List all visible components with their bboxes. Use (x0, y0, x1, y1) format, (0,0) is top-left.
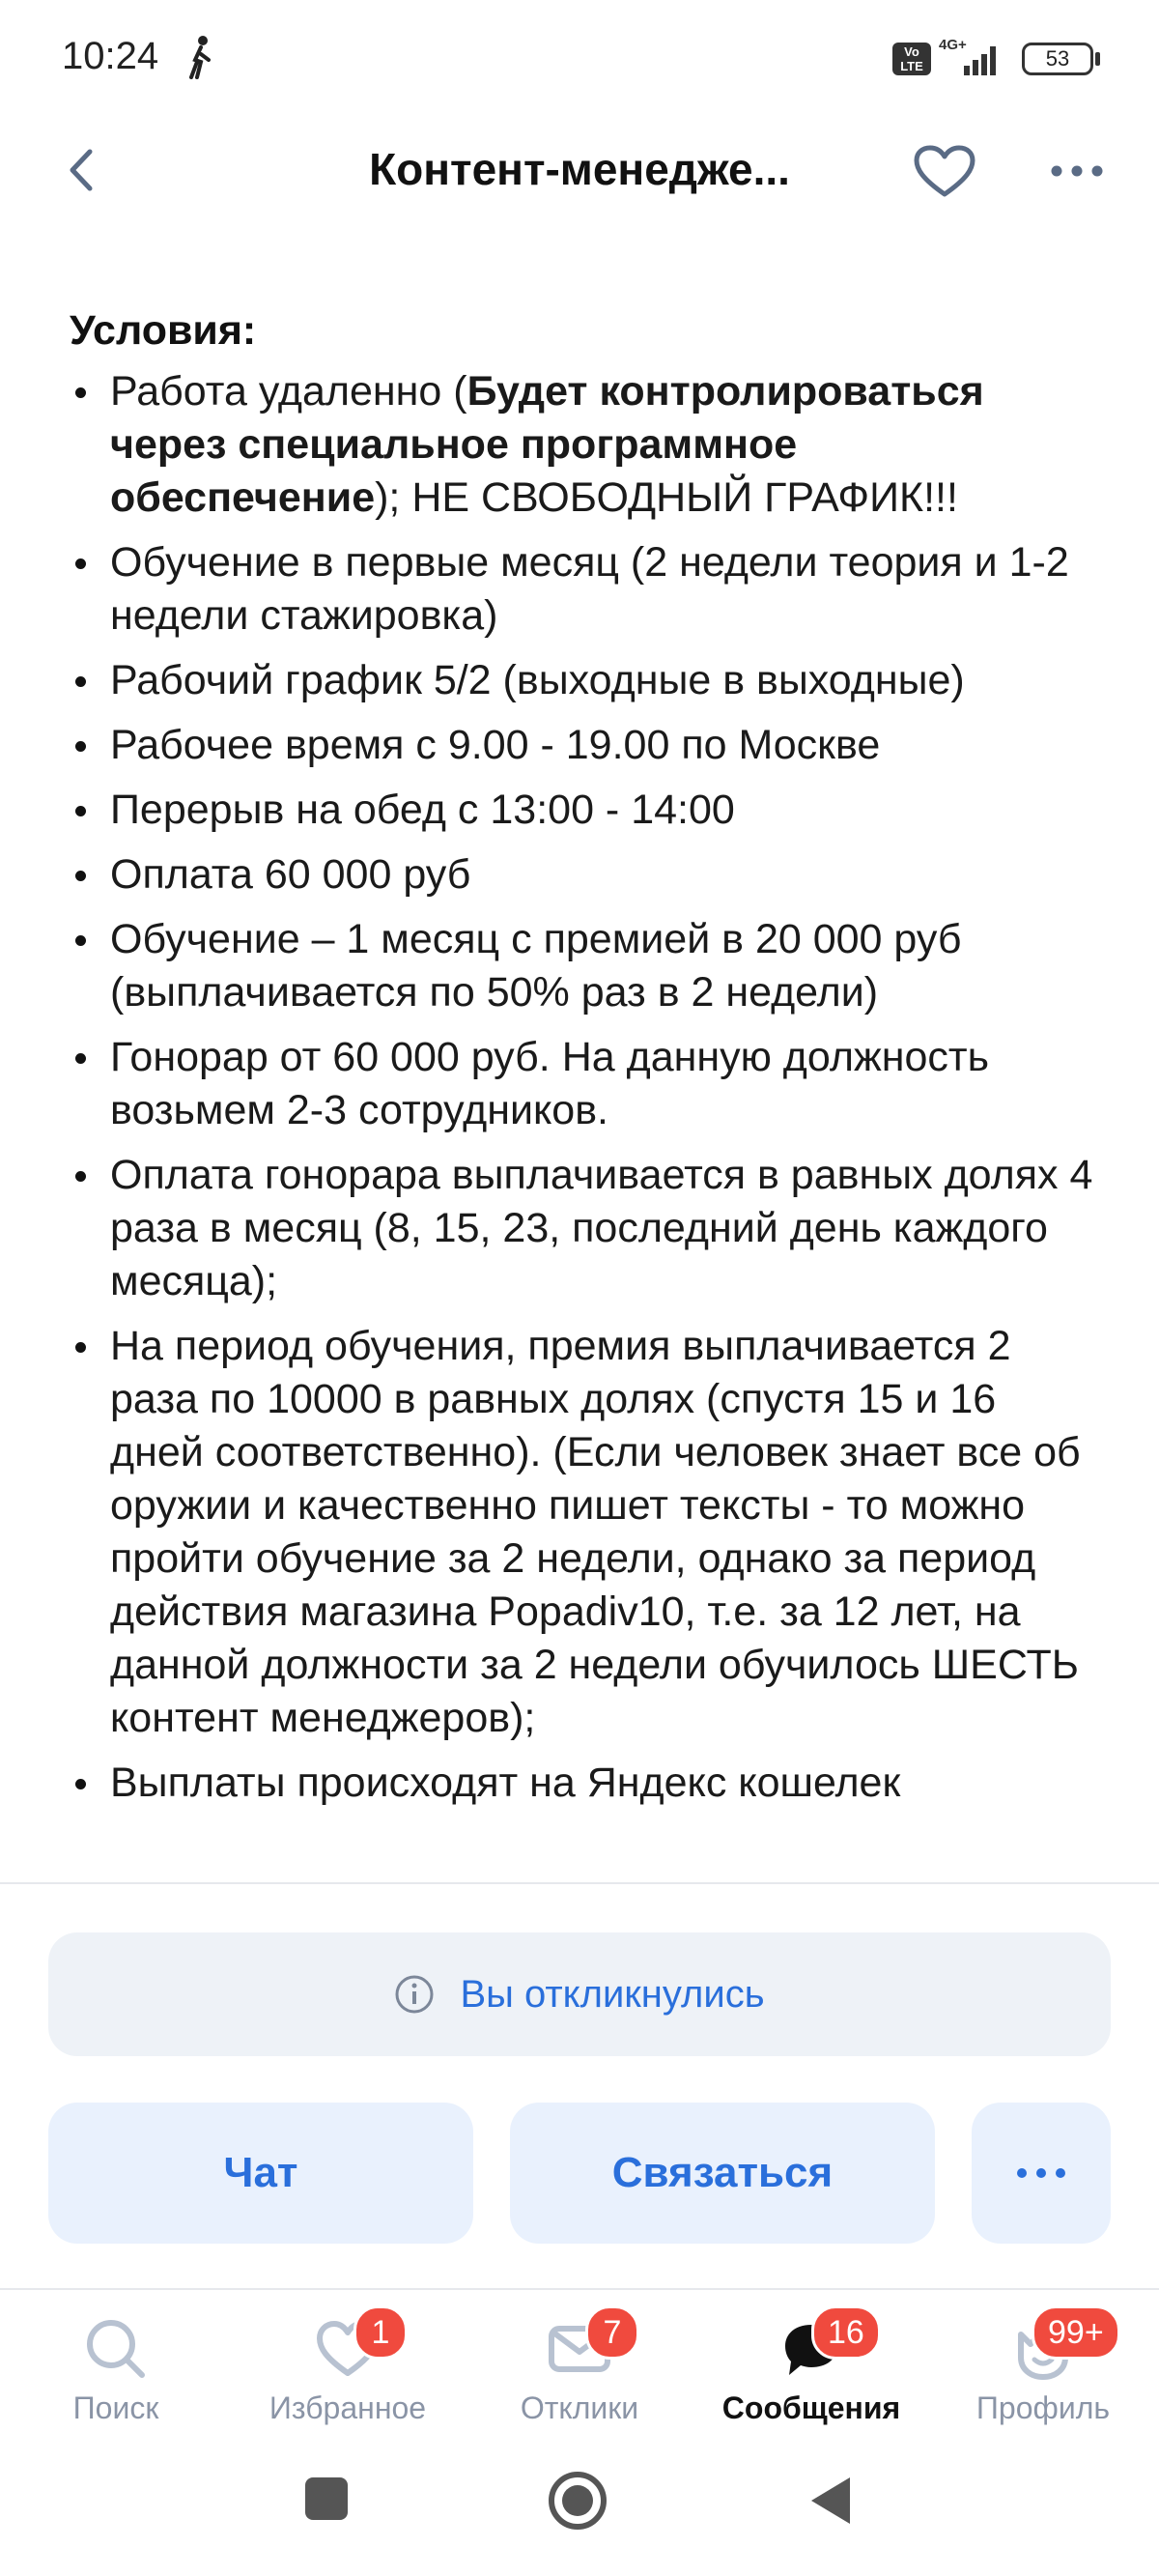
chevron-left-icon (65, 146, 98, 194)
header (0, 116, 1159, 222)
condition-item (70, 1757, 1093, 1810)
condition-item (70, 848, 1093, 902)
signal-icon (937, 37, 1004, 77)
back-nav-button[interactable] (807, 2474, 854, 2528)
chat-button[interactable]: Чат (48, 2103, 473, 2244)
tab-label: Отклики (520, 2390, 639, 2425)
more-horizontal-icon (1016, 2167, 1066, 2179)
walking-icon (184, 35, 218, 79)
condition-item (70, 1320, 1093, 1745)
tab-search[interactable] (0, 2290, 232, 2435)
more-actions-button[interactable] (972, 2103, 1111, 2244)
more-horizontal-icon (1050, 164, 1104, 178)
tab-label: Профиль (975, 2390, 1111, 2425)
volte-icon: Vo LTE (892, 43, 931, 75)
tab-responses[interactable] (464, 2290, 695, 2435)
conditions-list (70, 365, 1093, 1821)
page-title: Контент-менедже... (369, 144, 790, 194)
condition-text: Рабочее время с 9.00 - 19.00 по Москве (110, 722, 881, 768)
status-bar (0, 0, 1159, 116)
battery-icon: 53 (1022, 43, 1093, 75)
condition-text: ); НЕ СВОБОДНЫЙ ГРАФИК!!! (375, 474, 958, 521)
network-type: 4G+ (939, 37, 967, 53)
condition-text: Обучение в первые месяц (2 недели теория и 1-2 недели стажировка) (110, 539, 1069, 639)
badge-count: 1 (353, 2305, 408, 2360)
response-status-banner (48, 1932, 1111, 2056)
condition-item (70, 1031, 1093, 1137)
tab-label: Поиск (72, 2390, 159, 2425)
condition-item (70, 365, 1093, 525)
badge-count: 7 (585, 2305, 639, 2360)
tab-label: Сообщения (721, 2390, 901, 2425)
home-button[interactable] (547, 2470, 608, 2532)
condition-item (70, 784, 1093, 837)
condition-item (70, 536, 1093, 643)
tab-favorites[interactable] (232, 2290, 464, 2435)
recent-apps-button[interactable] (305, 2477, 348, 2520)
condition-text: Гонорар от 60 000 руб. На данную должность возьмем 2-3 сотрудников. (110, 1034, 989, 1133)
favorite-button[interactable] (908, 137, 981, 205)
system-navigation-bar (0, 2433, 1159, 2576)
contact-button[interactable]: Связаться (510, 2103, 935, 2244)
vacancy-content[interactable] (0, 290, 1159, 1882)
search-icon (82, 2315, 150, 2383)
condition-text-bold: Будет контролироваться через специальное программное обеспечение (110, 368, 984, 521)
condition-text: Оплата 60 000 руб (110, 851, 471, 898)
condition-text: Рабочий график 5/2 (выходные в выходные) (110, 657, 965, 703)
back-button[interactable] (52, 141, 110, 199)
condition-item (70, 913, 1093, 1019)
conditions-title: Условия: (70, 307, 257, 354)
badge-count: 16 (811, 2305, 881, 2360)
badge-count: 99+ (1032, 2305, 1120, 2360)
status-time: 10:24 (62, 35, 159, 77)
bottom-tab-bar (0, 2288, 1159, 2435)
battery-tip (1095, 52, 1100, 66)
action-panel (0, 1882, 1159, 2290)
condition-text: На период обучения, премия выплачивается 2 раза по 10000 в равных долях (спустя 15 и 16 дней соответственно). (Если человек знает все об оружии и качественно пишет тексты - то можно пройти обучение за 2 недели, однако за период действия магазина Popadiv10, т.е. за 12 лет, на данной должности за 2 недели обучилось ШЕСТЬ контент менеджеров); (110, 1323, 1081, 1741)
condition-item (70, 719, 1093, 772)
tab-label: Избранное (269, 2390, 427, 2425)
condition-text: Обучение – 1 месяц с премией в 20 000 руб (выплачивается по 50% раз в 2 недели) (110, 916, 962, 1016)
condition-text: Оплата гонорара выплачивается в равных долях 4 раза в месяц (8, 15, 23, последний день каждого месяца); (110, 1152, 1093, 1304)
condition-text: Выплаты происходят на Яндекс кошелек (110, 1760, 901, 1806)
tab-messages[interactable] (695, 2290, 927, 2435)
tab-profile[interactable] (927, 2290, 1159, 2435)
heart-icon (913, 144, 976, 198)
info-icon (394, 1974, 435, 2015)
condition-item (70, 1149, 1093, 1308)
condition-text: Работа удаленно ( (110, 368, 467, 415)
condition-text: Перерыв на обед с 13:00 - 14:00 (110, 787, 735, 833)
more-options-button[interactable] (1043, 137, 1111, 205)
response-status-text: Вы откликнулись (460, 1972, 765, 2016)
condition-item (70, 654, 1093, 707)
